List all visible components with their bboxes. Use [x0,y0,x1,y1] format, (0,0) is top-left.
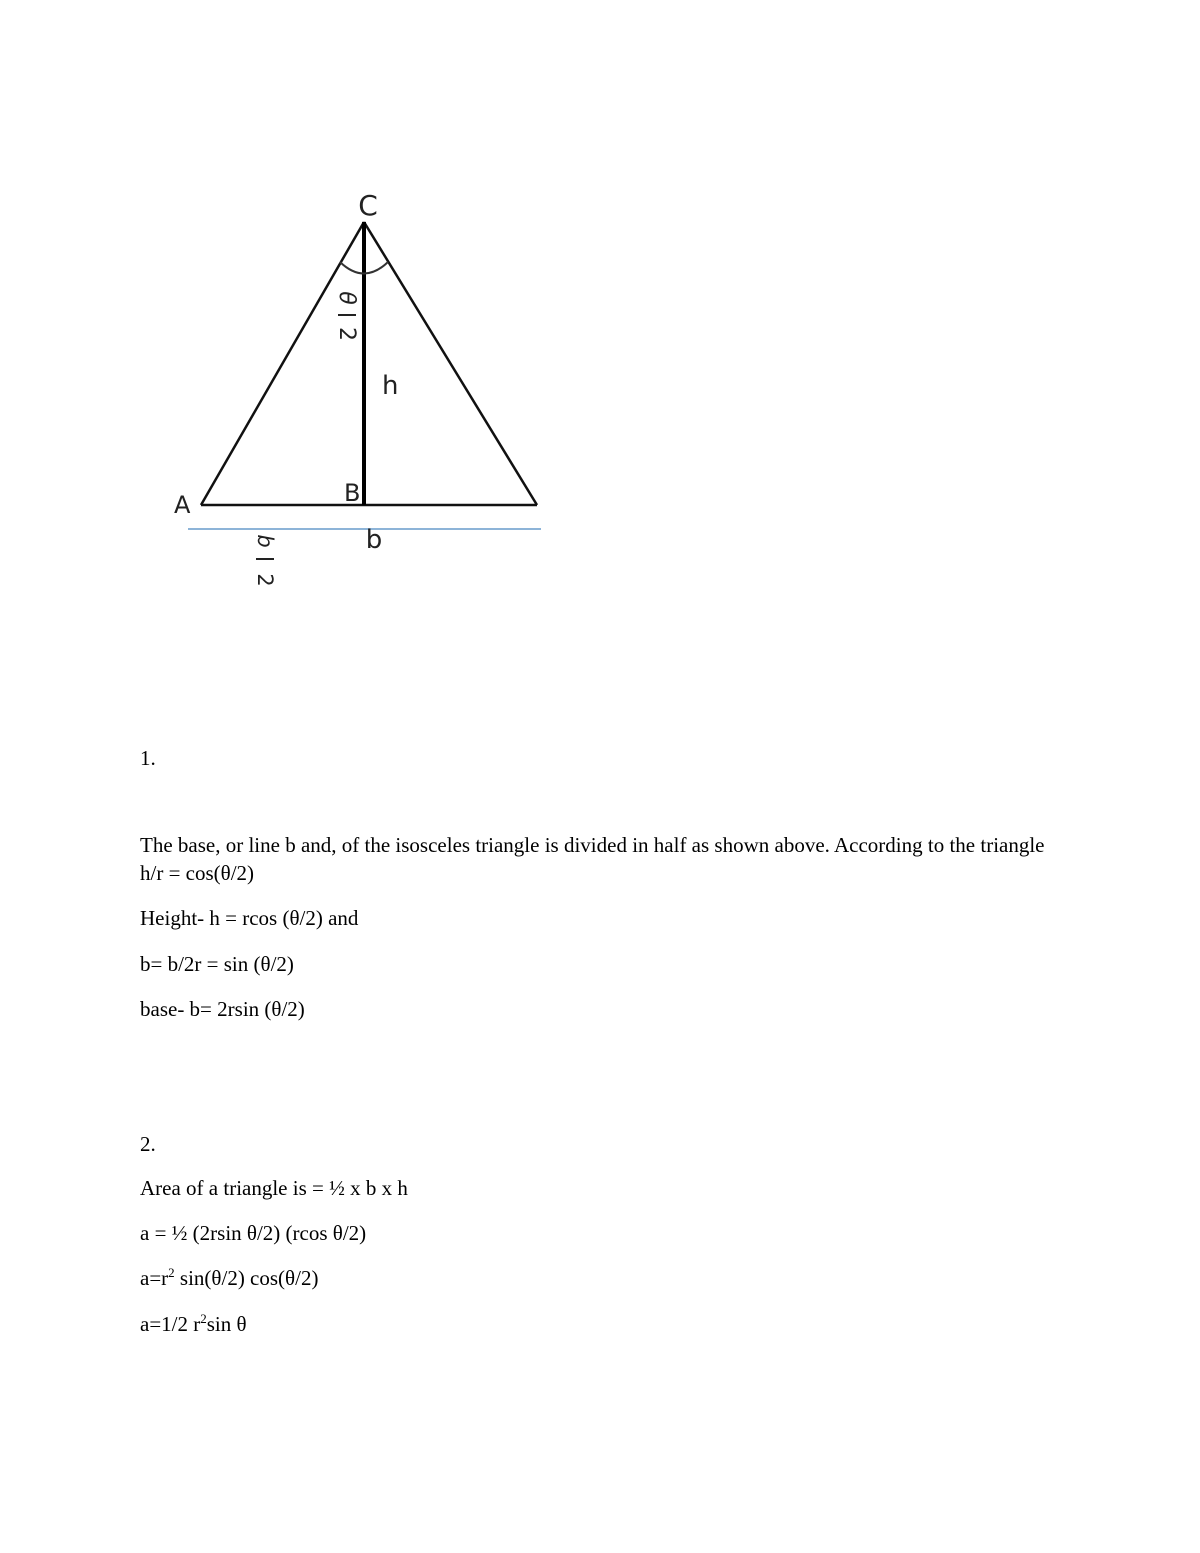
section-2-line-2: a = ½ (2rsin θ/2) (rcos θ/2) [140,1221,367,1245]
section-2-line-3-pre: a=r [140,1266,169,1290]
section-2-line-3-sup: 2 [168,1265,175,1280]
side-ac [201,222,364,505]
section-2-line-4 [140,1310,247,1338]
side-bc-right [364,222,537,505]
section-2-line-4-sup: 2 [200,1311,207,1326]
vertex-c-label: C [358,189,378,222]
angle-fraction-label [334,291,359,341]
section-1-line-3: base- b= 2rsin (θ/2) [140,997,305,1021]
section-2-line-4-post: sin θ [206,1312,247,1336]
vertex-a-label: A [174,491,191,519]
base-label: b [365,525,383,555]
section-2-line-3-post: sin(θ/2) cos(θ/2) [174,1266,319,1290]
angle-numerator: θ [334,291,359,305]
section-2-line-4-pre: a=1/2 r [140,1312,201,1336]
half-base-numerator: b [253,534,277,548]
triangle-diagram [0,0,1200,620]
angle-denominator: 2 [334,327,359,341]
section-2-number: 2. [140,1132,156,1156]
section-1-line-1: Height- h = rcos (θ/2) and [140,906,359,930]
section-1-line-2: b= b/2r = sin (θ/2) [140,952,294,976]
half-base-denominator: 2 [253,573,277,587]
section-1-number: 1. [140,746,156,770]
half-base-fraction-label [253,534,277,586]
section-1-paragraph: The base, or line b and, of the isosceles triangle is divided in half as shown above. According to the triangle h/r = cos(θ/2) [140,833,1045,885]
vertex-b-label: B [344,479,361,507]
triangle-figure [0,0,1200,620]
height-label: h [382,371,399,401]
section-2-line-3 [140,1264,318,1292]
section-2-line-1: Area of a triangle is = ½ x b x h [140,1176,408,1200]
